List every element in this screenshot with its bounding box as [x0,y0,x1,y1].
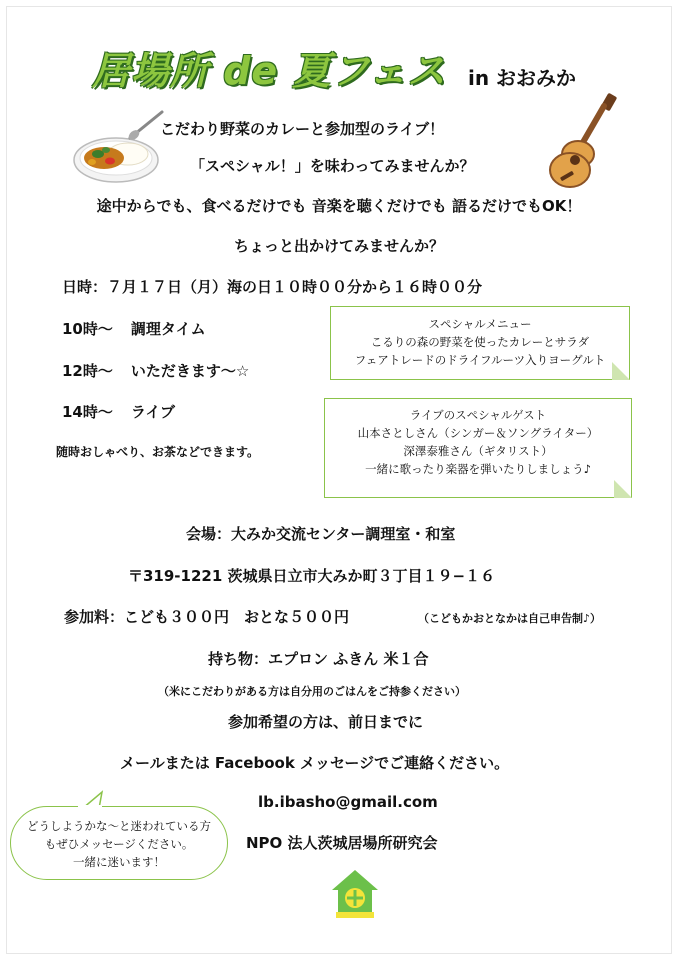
special-guest-line: 一緒に歌ったり楽器を弾いたりしましょう♪ [365,462,591,476]
schedule-label: ライブ [130,403,175,421]
bubble-tail-join [78,805,102,808]
special-guest-title: ライブのスペシャルゲスト [409,408,547,422]
encouragement-bubble [10,806,228,880]
event-datetime: 日時：７月１７日（月）海の日１０時００分から１６時００分 [62,278,483,296]
special-guest-callout [324,398,632,498]
intro-line-4: ちょっと出かけてみませんか？ [233,237,444,255]
schedule-label: いただきます〜☆ [130,362,250,380]
schedule-note: 随時おしゃべり、お茶などできます。 [56,445,260,459]
organization-name: NPO 法人茨城居場所研究会 [246,834,438,852]
callout-fold [614,480,632,498]
belongings-note: （米にこだわりがある方は自分用のごはんをご持参ください） [158,685,466,698]
intro-line-3: 途中からでも、食べるだけでも 音楽を聴くだけでも 語るだけでもOK！ [96,197,582,215]
bubble-line: どうしようかな〜と迷われている方 [27,819,211,833]
special-menu-title: スペシャルメニュー [428,317,532,331]
curry-plate-icon [70,108,170,188]
contact-line-2: メールまたは Facebook メッセージでご連絡ください。 [120,754,510,772]
special-menu-callout [330,306,630,380]
schedule-item [62,318,206,339]
fee-label: 参加料：こども３００円 おとな５００円 [64,608,350,626]
page-title: 居場所 de 夏フェス [92,49,447,93]
schedule-time: 12時〜 [62,362,113,380]
special-menu-line: フェアトレードのドライフルーツ入りヨーグルト [354,353,606,367]
fee-note: （こどもかおとなかは自己申告制♪） [418,612,602,625]
page-subtitle: in おおみか [468,66,577,90]
callout-fold [612,362,630,380]
contact-line-1: 参加希望の方は、前日までに [228,713,424,731]
bubble-line: 一緒に迷います！ [73,855,165,869]
venue-address: 〒319-1221 茨城県日立市大みか町３丁目１９−１６ [128,567,496,585]
bubble-line: もぜひメッセージください。 [44,837,194,851]
schedule-label: 調理タイム [130,320,206,338]
house-logo-icon [330,868,380,920]
intro-line-1: こだわり野菜のカレーと参加型のライブ！ [160,120,445,138]
contact-email[interactable]: lb.ibasho@gmail.com [258,793,438,811]
schedule-item [62,360,249,381]
schedule-time: 14時〜 [62,403,113,421]
intro-line-2: 「スペシャル！」を味わってみませんか？ [190,157,475,175]
special-guest-line: 山本さとしさん（シンガー＆ソングライター） [357,426,599,440]
special-menu-line: こるりの森の野菜を使ったカレーとサラダ [370,335,590,349]
venue-place: 会場：大みか交流センター調理室・和室 [186,525,456,543]
guitar-icon [548,92,628,192]
belongings-label: 持ち物：エプロン ふきん 米１合 [208,650,429,668]
schedule-item [62,401,175,422]
special-guest-line: 深澤泰雅さん（ギタリスト） [403,444,553,458]
schedule-time: 10時〜 [62,320,113,338]
